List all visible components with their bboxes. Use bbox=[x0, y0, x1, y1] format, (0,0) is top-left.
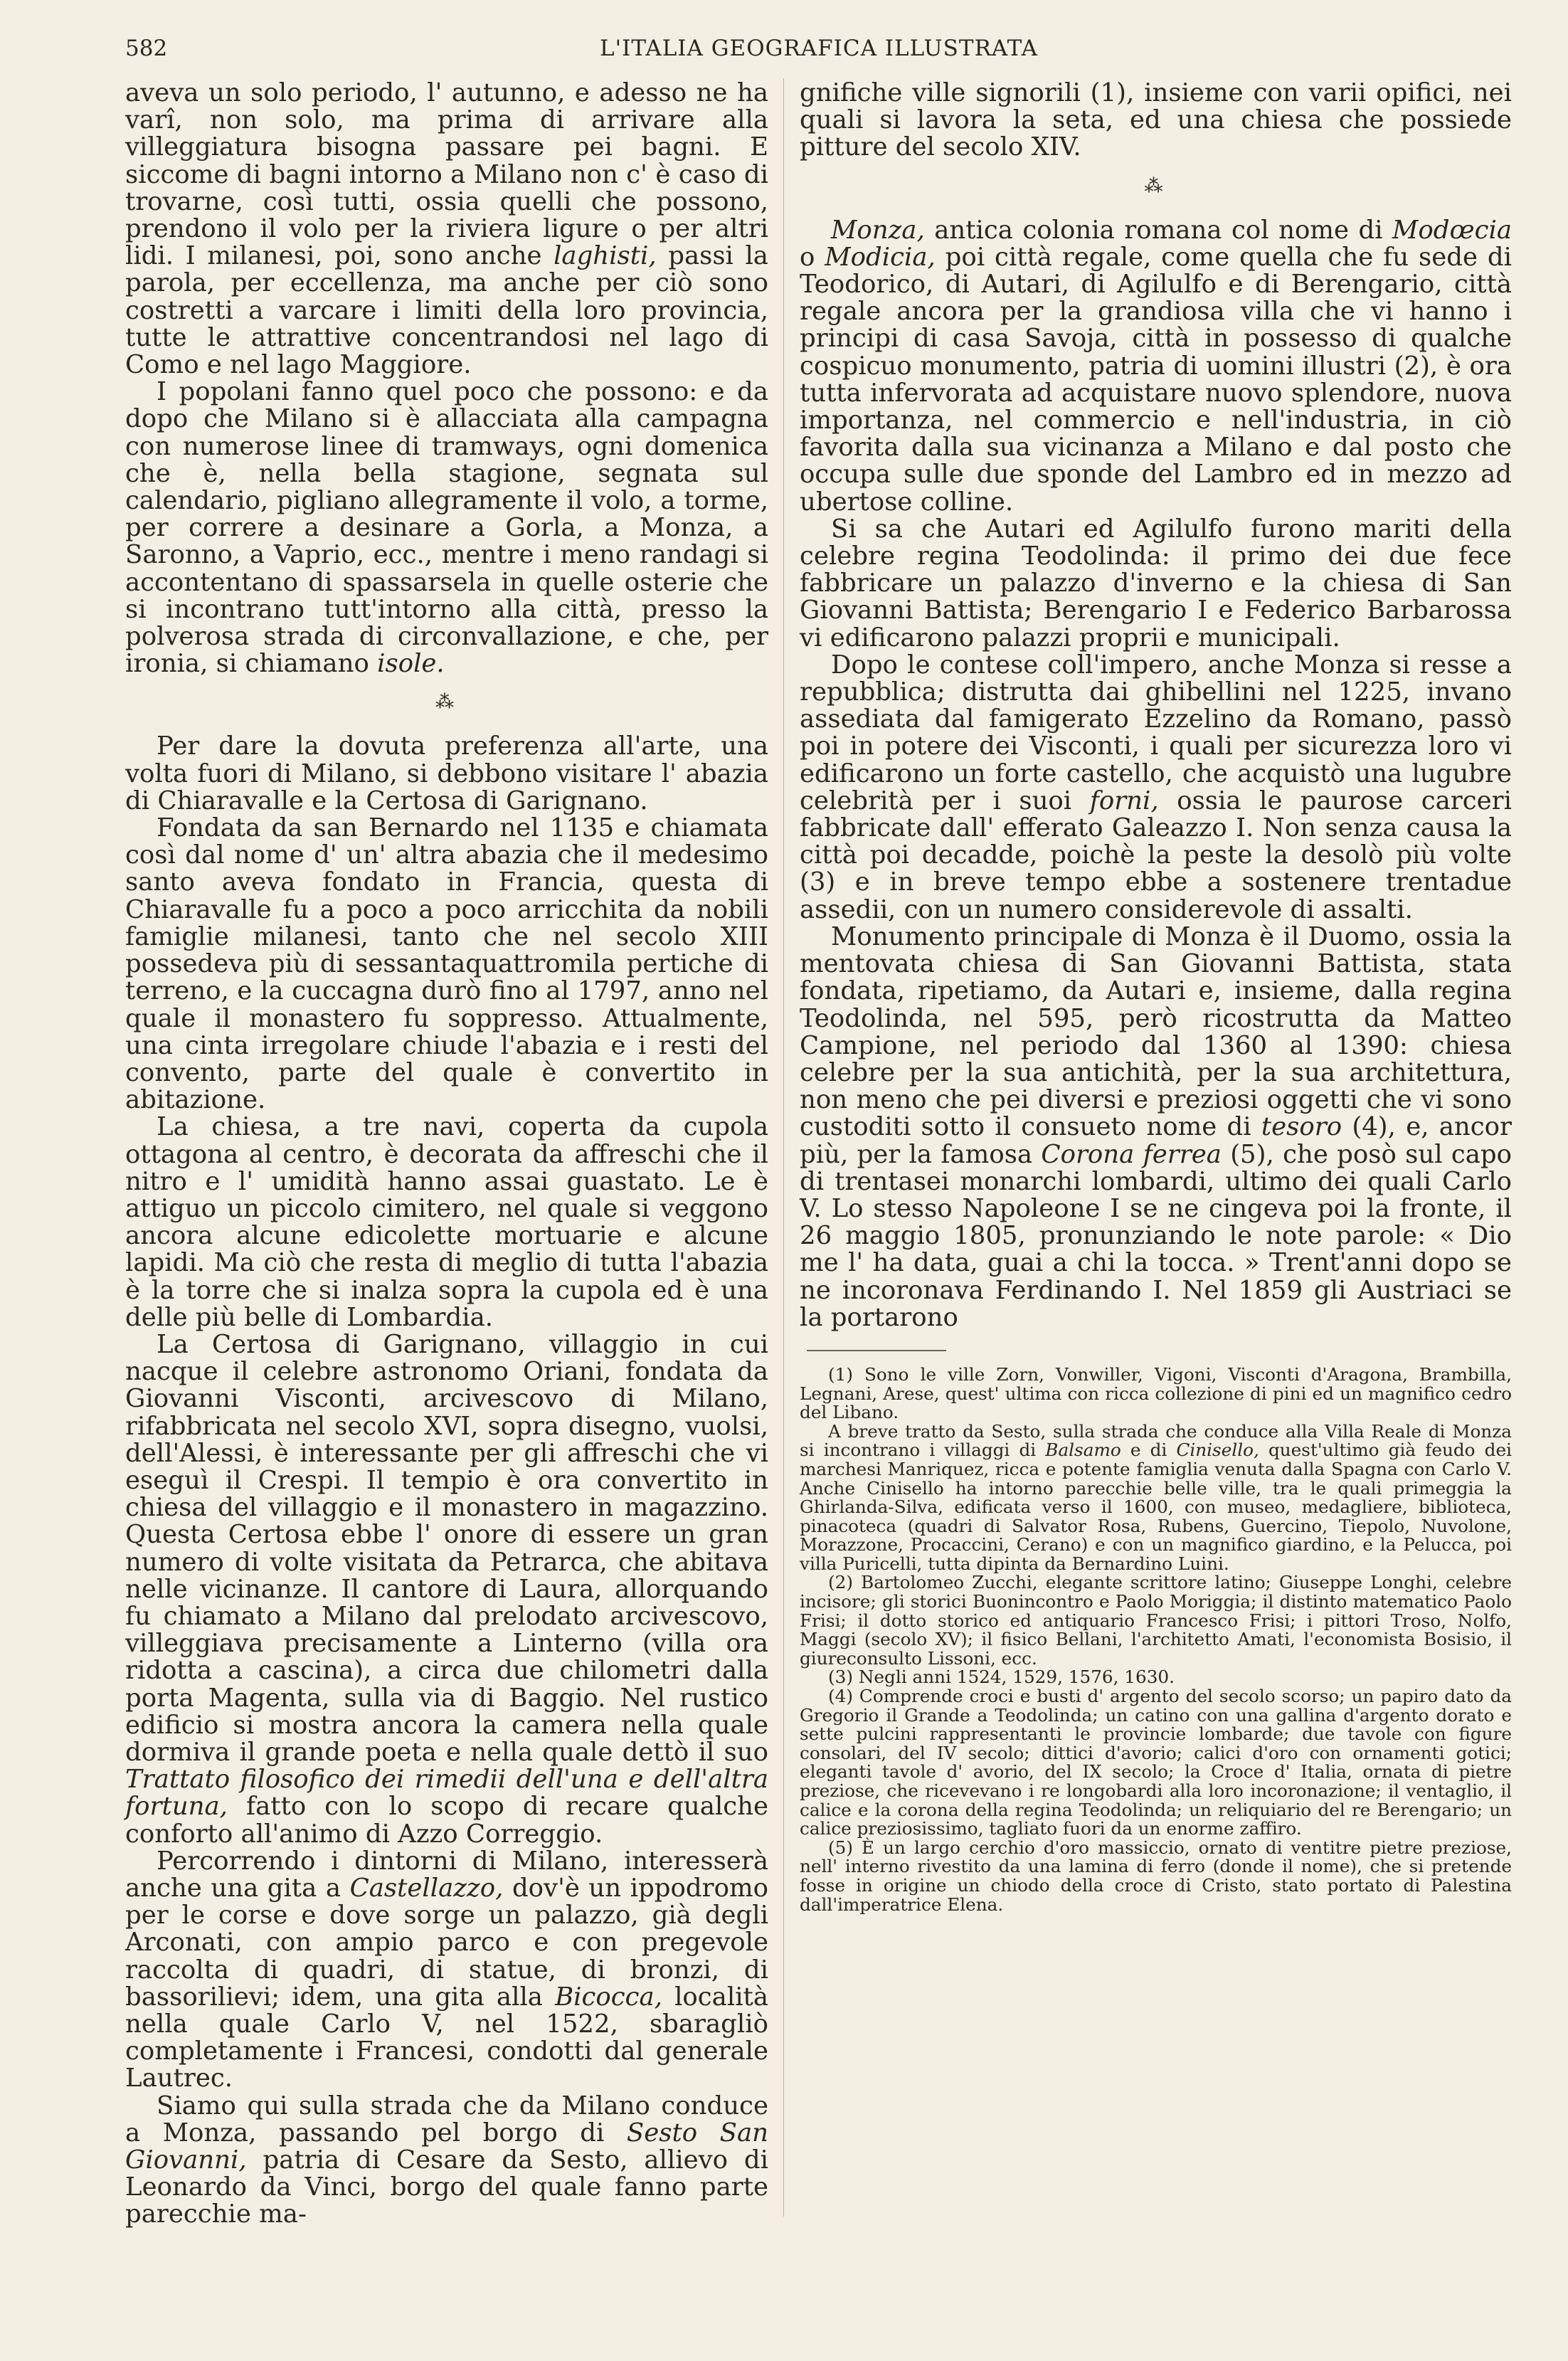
footnote-4: (4) Comprende croci e busti d' argento del secolo scorso; un papiro dato da Gregorio il Grande a Teodolinda; un catino con una gallina d'argento dorato e sette pulcini rappresentanti le provincie lombarde; due tavole con figure consolari, del IV secolo; dittici d'avorio; calici d'oro con ornamenti gotici; eleganti tavole d' avorio, del IX secolo; la Croce d' Italia, ornata di pietre preziose, che ricevevano i re longobardi alla loro incoronazione; il ventaglio, il calice e la corona della regina Teodolinda; un reliquiario del re Berengario; un calice preziosissimo, tagliato fuori da un enorme zaffiro. bbox=[800, 1686, 1512, 1839]
paragraph: Fondata da san Bernardo nel 1135 e chiamata così dal nome d' un' altra abazia che il medesimo santo aveva fondato in Francia, questa di Chiaravalle fu a poco a poco arricchita da nobili famiglie milanesi, tanto che nel secolo XIII possedeva più di sessantaquattromila pertiche di terreno, e la cuccagna durò fino al 1797, anno nel quale il monastero fu soppresso. Attualmente, una cinta irregolare chiude l'abazia e i resti del convento, parte del quale è convertito in abitazione. bbox=[125, 813, 768, 1115]
paragraph: Siamo qui sulla strada che da Milano conduce a Monza, passando pel borgo di Sesto San Giovanni, patria di Cesare da Sesto, allievo di Leonardo da Vinci, borgo del quale fanno parte parecchie ma- bbox=[125, 2091, 768, 2229]
footnote-rule bbox=[807, 1350, 946, 1351]
footnotes bbox=[800, 1363, 1512, 1915]
footnote-2: (2) Bartolomeo Zucchi, elegante scrittore latino; Giuseppe Longhi, celebre incisore; gli storici Buonincontro e Paolo Moriggia; il distinto matematico Paolo Frisi; il dotto storico ed antiquario Francesco Frisi; i pittori Troso, Nolfo, Maggi (secolo XV); il fisico Bellani, l'architetto Amati, l'economista Bosisio, il giureconsulto Lissoni, ecc. bbox=[800, 1572, 1512, 1669]
paragraph: La Certosa di Garignano, villaggio in cui nacque il celebre astronomo Oriani, fondata da Giovanni Visconti, arcivescovo di Milano, rifabbricata nel secolo XVI, sopra disegno, vuolsi, dell'Alessi, è interessante per gli affreschi che vi eseguì il Crespi. Il tempio è ora convertito in chiesa del villaggio e il monastero in magazzino. Questa Certosa ebbe l' onore di essere un gran numero di volte visitata da Petrarca, che abitava nelle vicinanze. Il cantore di Laura, allorquando fu chiamato a Milano dal prelodato arcivescovo, villeggiava precisamente a Linterno (villa ora ridotta a cascina), a circa due chilometri dalla porta Magenta, sulla via di Baggio. Nel rustico edificio si mostra ancora la camera nella quale dormiva il grande poeta e nella quale dettò il suo Trattato filosofico dei rimedii dell'una e dell'altra fortuna, fatto con lo scopo di recare qualche conforto all'animo di Azzo Correggio. bbox=[125, 1329, 768, 1849]
page-number: 582 bbox=[125, 36, 168, 61]
paragraph: Per dare la dovuta preferenza all'arte, una volta fuori di Milano, si debbono visitare l' abazia di Chiaravalle e la Certosa di Garignano. bbox=[125, 731, 768, 815]
paragraph: Percorrendo i dintorni di Milano, interesserà anche una gita a Castellazzo, dov'è un ippodromo per le corse e dove sorge un palazzo, già degli Arconati, con ampio parco e con pregevole raccolta di quadri, di statue, di bronzi, di bassorilievi; idem, una gita alla Bicocca, località nella quale Carlo V, nel 1522, sbaragliò completamente i Francesi, condotti dal generale Lautrec. bbox=[125, 1846, 768, 2093]
column-divider bbox=[783, 78, 784, 2217]
left-column bbox=[125, 80, 768, 2229]
running-title: L'ITALIA GEOGRAFICA ILLUSTRATA bbox=[600, 36, 1038, 61]
footnote-1: (1) Sono le ville Zorn, Vonwiller, Vigoni, Visconti d'Aragona, Brambilla, Legnani, Arese, quest' ultima con ricca collezione di pini ed un magnifico cedro del Libano. bbox=[800, 1363, 1512, 1423]
footnote-1-continued: A breve tratto da Sesto, sulla strada che conduce alla Villa Reale di Monza si incontrano i villaggi di Balsamo e di Cinisello, quest'ultimo già feudo dei marchesi Manriquez, ricca e potente famiglia venuta dalla Spagna con Carlo V. Anche Cinisello ha intorno parecchie belle ville, tra le quali primeggia la Ghirlanda-Silva, edificata verso il 1600, con museo, medagliere, biblioteca, pinacoteca (quadri di Salvator Rosa, Rubens, Guercino, Tiepolo, Nuvolone, Morazzone, Procaccini, Cerano) e con un magnifico giardino, e la Pelucca, poi villa Puricelli, tutta dipinta da Bernardino Luini. bbox=[800, 1420, 1512, 1574]
paragraph: Si sa che Autari ed Agilulfo furono mariti della celebre regina Teodolinda: il primo dei due fece fabbricare un palazzo d'inverno e la chiesa di San Giovanni Battista; Berengario I e Federico Barbarossa vi edificarono palazzi proprii e municipali. bbox=[800, 514, 1512, 653]
section-separator: ⁂ bbox=[435, 692, 458, 714]
paragraph: La chiesa, a tre navi, coperta da cupola ottagona al centro, è decorata da affreschi che il nitro e l' umidità hanno assai guastato. Le è attiguo un piccolo cimitero, nel quale si veggono ancora alcune edicolette mortuarie e alcune lapidi. Ma ciò che resta di meglio di tutta l'abazia è la torre che si inalza sopra la cupola ed è una delle più belle di Lombardia. bbox=[125, 1112, 768, 1332]
right-column bbox=[800, 80, 1512, 1914]
footnote-3: (3) Negli anni 1524, 1529, 1576, 1630. bbox=[828, 1667, 1175, 1688]
page-header bbox=[125, 36, 1513, 64]
section-separator: ⁂ bbox=[1144, 175, 1167, 197]
paragraph: Monza, antica colonia romana col nome di Modœcia o Modicia, poi città regale, come quella che fu sede di Teodorico, di Autari, di Agilulfo e di Berengario, città regale ancora per la grandiosa villa che vi hanno i principi di casa Savoja, città in possesso di qualche cospicuo monumento, patria di uomini illustri (2), è ora tutta infervorata ad acquistare nuovo splendore, nuova importanza, nel commercio e nell'industria, in ciò favorita dalla sua vicinanza a Milano e dal posto che occupa sulle due sponde del Lambro ed in mezzo ad ubertose colline. bbox=[800, 215, 1512, 517]
paragraph: aveva un solo periodo, l' autunno, e adesso ne ha varî, non solo, ma prima di arrivare alla villeggiatura bisogna passare pei bagni. E siccome di bagni intorno a Milano non c' è caso di trovarne, così tutti, ossia quelli che possono, prendono il volo per la riviera ligure o per altri lidi. I milanesi, poi, sono anche laghisti, passi la parola, per eccellenza, ma anche per ciò sono costretti a varcare i limiti della loro provincia, tutte le attrattive concentrandosi nel lago di Como e nel lago Maggiore. bbox=[125, 78, 768, 380]
paragraph: Dopo le contese coll'impero, anche Monza si resse a repubblica; distrutta dai ghibellini nel 1225, invano assediata dal famigerato Ezzelino da Romano, passò poi in potere dei Visconti, i quali per sicurezza loro vi edificarono un forte castello, che acquistò una lugubre celebrità per i suoi forni, ossia le paurose carceri fabbricate dall' efferato Galeazzo I. Non senza causa la città poi decadde, poichè la peste la desolò più volte (3) e in breve tempo ebbe a sostenere trentadue assedii, con un numero considerevole di assalti. bbox=[800, 650, 1512, 924]
paragraph: Monumento principale di Monza è il Duomo, ossia la mentovata chiesa di San Giovanni Battista, stata fondata, ripetiamo, da Autari e, insieme, dalla regina Teodolinda, nel 595, però ricostrutta da Matteo Campione, nel periodo dal 1360 al 1390: chiesa celebre per la sua antichità, per la sua architettura, non meno che pei diversi e preziosi oggetti che vi sono custoditi sotto il consueto nome di tesoro (4), e, ancor più, per la famosa Corona ferrea (5), che posò sul capo di trentasei monarchi lombardi, ultimo dei quali Carlo V. Lo stesso Napoleone I se ne cingeva poi la fronte, il 26 maggio 1805, pronunziando le note parole: « Dio me l' ha data, guai a chi la tocca. » Trent'anni dopo se ne incoronava Ferdinando I. Nel 1859 gli Austriaci se la portarono bbox=[800, 921, 1513, 1332]
footnote-5: (5) È un largo cerchio d'oro massiccio, ornato di ventitre pietre preziose, nell' interno rivestito da una lamina di ferro (donde il nome), che si pretende fosse in origine un chiodo della croce di Cristo, stato portato di Palestina dall'imperatrice Elena. bbox=[800, 1837, 1512, 1915]
paragraph: gnifiche ville signorili (1), insieme con varii opifici, nei quali si lavora la seta, ed una chiesa che possiede pitture del secolo XIV. bbox=[800, 78, 1512, 162]
paragraph: I popolani fanno quel poco che possono: e da dopo che Milano si è allacciata alla campagna con numerose linee di tramways, ogni domenica che è, nella bella stagione, segnata sul calendario, pigliano allegramente il volo, a torme, per correre a desinare a Gorla, a Monza, a Saronno, a Vaprio, ecc., mentre i meno randagi si accontentano di spassarsela in quelle osterie che si incontrano tutt'intorno alla città, presso la polverosa strada di circonvallazione, e che, per ironia, si chiamano isole. bbox=[125, 377, 768, 679]
